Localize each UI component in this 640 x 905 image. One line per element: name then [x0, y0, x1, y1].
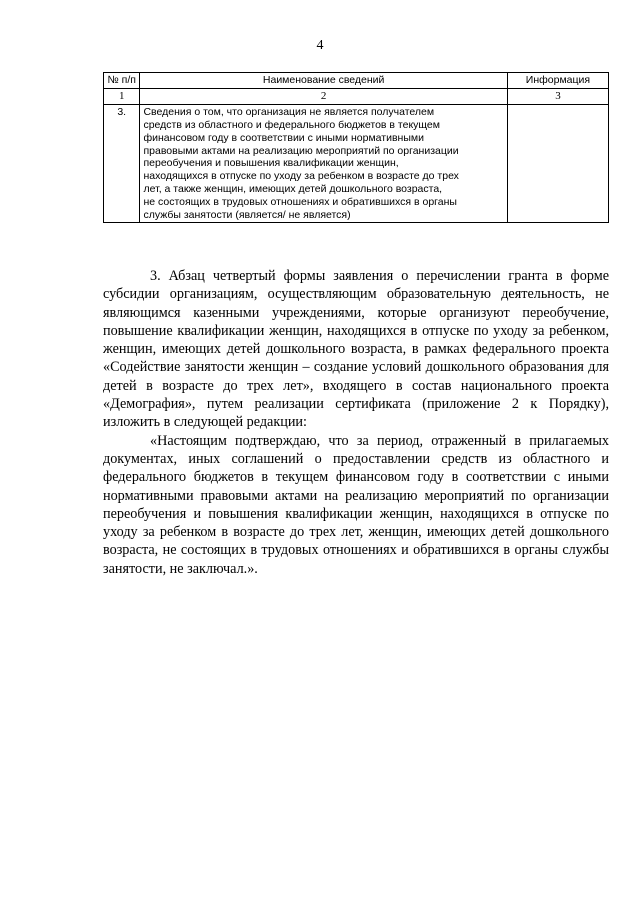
- header-name: Наименование сведений: [140, 73, 507, 89]
- table-index-row: [104, 88, 609, 104]
- row-line: правовыми актами на реализацию мероприятий по организации: [143, 144, 459, 157]
- row-line: не состоящих в трудовых отношениях и обратившихся в органы: [143, 195, 457, 208]
- index-cell-1: 1: [104, 88, 140, 104]
- row-line: Сведения о том, что организация не является получателем: [143, 106, 435, 119]
- row-line: переобучения и повышения квалификации женщин,: [143, 157, 399, 170]
- row-num: 3.: [104, 105, 140, 223]
- row-description: [140, 105, 507, 223]
- row-line: финансовом году в соответствии с иными нормативными: [143, 131, 424, 144]
- header-info: Информация: [507, 73, 608, 89]
- table-row: [104, 105, 609, 223]
- document-body: [103, 267, 609, 578]
- paragraph-quote: «Настоящим подтверждаю, что за период, отраженный в прилагаемых документах, иных соглашений о предоставлении средств из областного и федерального бюджетов в текущем финансовом году в соответствии с иными нормативными правовыми актами на реализацию мероприятий по организации переобучения и повышения квалификации женщин, находящихся в отпуске по уходу за ребенком в возрасте до трех лет, женщин, имеющих детей дошкольного возраста, не состоящих в трудовых отношениях и обратившихся в органы службы занятости, не заключал.».: [103, 432, 609, 577]
- index-cell-3: 3: [507, 88, 608, 104]
- information-table: [103, 72, 609, 223]
- header-num: № п/п: [104, 73, 140, 89]
- row-line: средств из областного и федерального бюджетов в текущем: [143, 119, 440, 131]
- row-info: [507, 105, 608, 223]
- row-line: находящихся в отпуске по уходу за ребенком в возрасте до трех: [143, 170, 459, 183]
- paragraph-amendment: 3. Абзац четвертый формы заявления о перечислении гранта в форме субсидии организациям, осуществляющим образовательную деятельность, не являющимся казенными учреждениями, которые организуют переобучение, повышение квалификации женщин, находящихся в отпуске по уходу за ребенком, женщин, имеющих детей дошкольного возраста, в рамках федерального проекта «Содействие занятости женщин – создание условий дошкольного образования для детей в возрасте до трех лет», входящего в состав национального проекта «Демография», путем реализации сертификата (приложение 2 к Порядку), изложить в следующей редакции:: [103, 268, 609, 431]
- page-number: 4: [316, 38, 324, 53]
- row-line: лет, а также женщин, имеющих детей дошкольного возраста,: [143, 182, 443, 195]
- table-header-row: [104, 73, 609, 89]
- row-line: службы занятости (является/ не является): [143, 208, 351, 221]
- index-cell-2: 2: [140, 88, 507, 104]
